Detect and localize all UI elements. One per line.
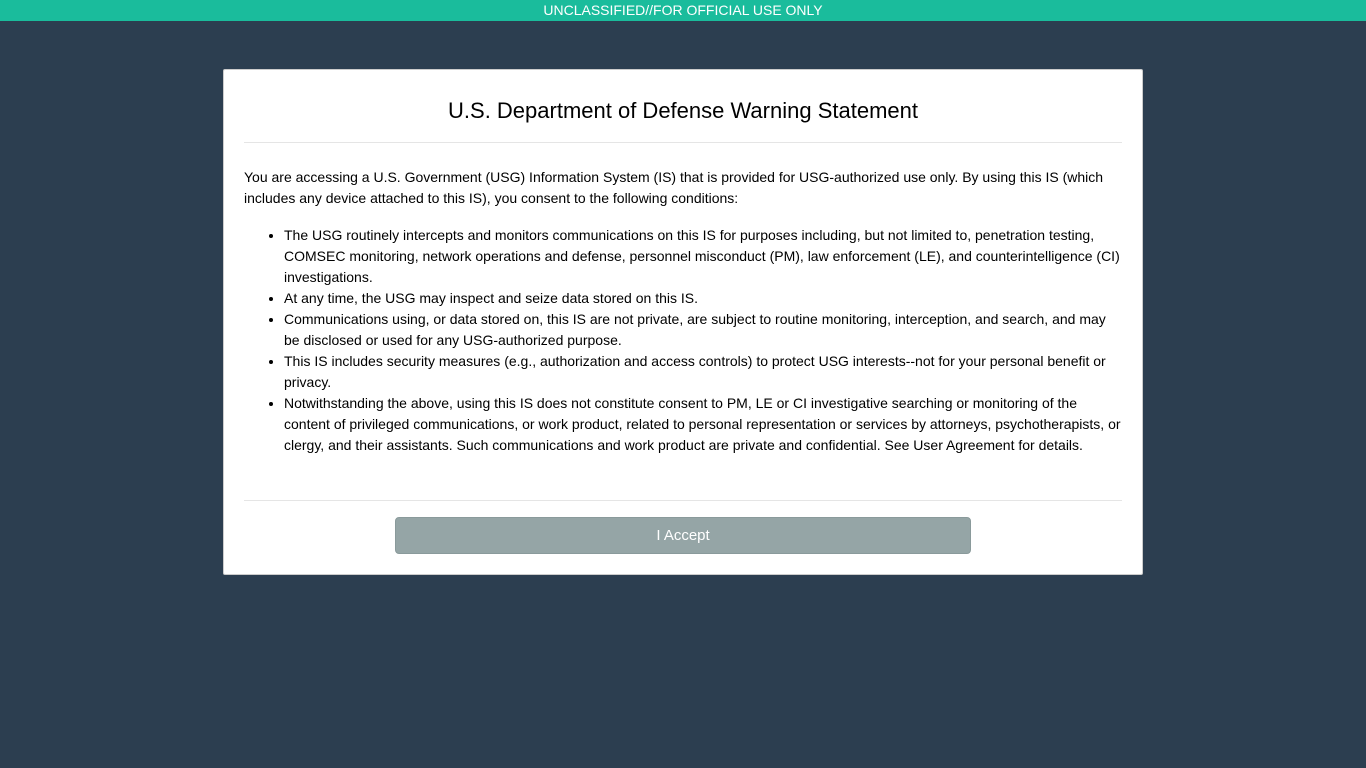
warning-dialog <box>223 69 1143 575</box>
condition-item: • At any time, the USG may inspect and seize data stored on this IS. <box>284 288 1122 309</box>
condition-item: • The USG routinely intercepts and monitors communications on this IS for purposes including, but not limited to, penetration testing, COMSEC monitoring, network operations and defense, personnel misconduct (PM), law enforcement (LE), and counterintelligence (CI) investigations. <box>284 225 1122 288</box>
conditions-list <box>244 225 1122 456</box>
dialog-footer <box>244 501 1122 554</box>
intro-text: You are accessing a U.S. Government (USG) Information System (IS) that is provided for USG-authorized use only. By using this IS (which includes any device attached to this IS), you consent to the following conditions: <box>244 169 1104 206</box>
accept-button[interactable]: I Accept <box>395 517 971 554</box>
classification-banner: UNCLASSIFIED//FOR OFFICIAL USE ONLY <box>0 0 1366 21</box>
dialog-title: U.S. Department of Defense Warning Statement <box>448 98 918 123</box>
condition-item: • Communications using, or data stored on, this IS are not private, are subject to routine monitoring, interception, and search, and may be disclosed or used for any USG-authorized purpose. <box>284 309 1122 351</box>
condition-item: • This IS includes security measures (e.g., authorization and access controls) to protect USG interests--not for your personal benefit or privacy. <box>284 351 1122 393</box>
dialog-header <box>244 70 1122 143</box>
dialog-body <box>244 143 1122 501</box>
condition-item: • Notwithstanding the above, using this IS does not constitute consent to PM, LE or CI investigative searching or monitoring of the content of privileged communications, or work product, related to personal representation or services by attorneys, psychotherapists, or clergy, and their assistants. Such communications and work product are private and confidential. See User Agreement for details. <box>284 393 1122 456</box>
